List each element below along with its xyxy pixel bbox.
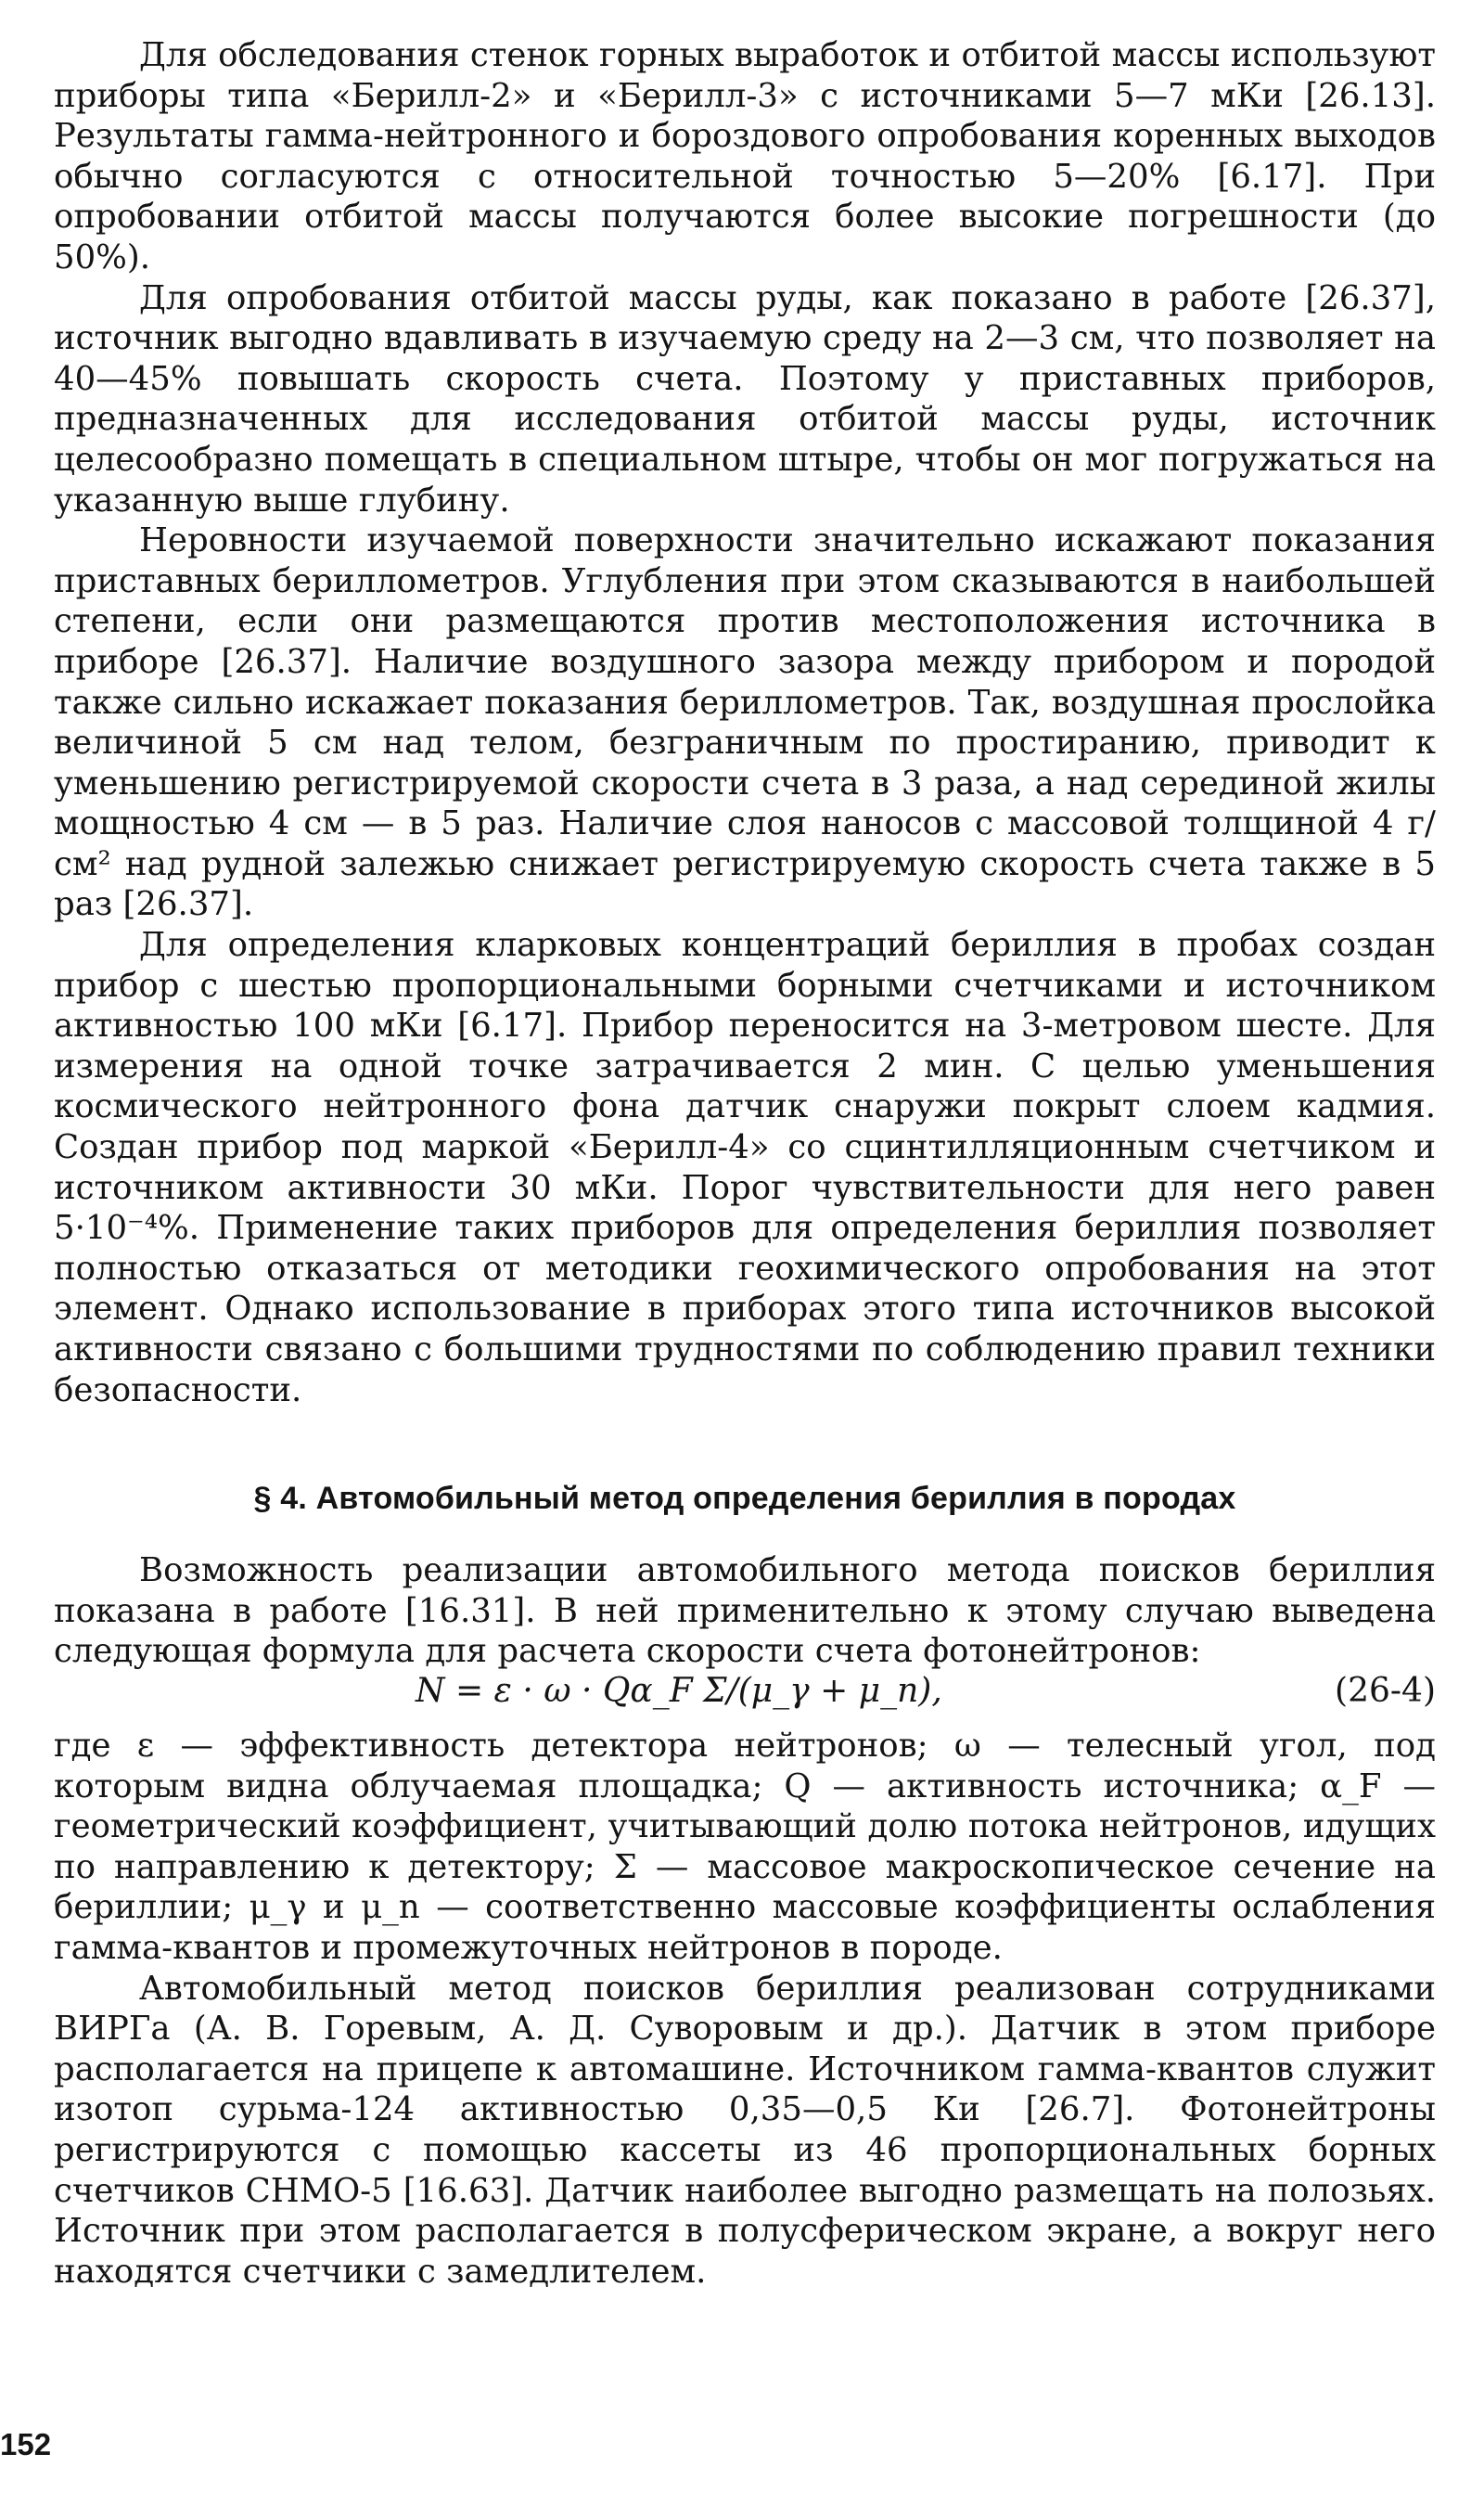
paragraph-beryl-instruments: Для обследования стенок горных выработок и отбитой массы используют приборы типа «Берилл-2» и «Берилл-3» с источниками 5—7 мКи [26.13]. Результаты гамма-нейтронного и бороздового опробования коренных выходов обычно согласуются с относительной точностью 5—20% [6.17]. При опробовании отбитой массы получаются более высокие погрешности (до 50%). <box>54 36 1436 276</box>
paragraph-formula-legend: где ε — эффективность детектора нейтронов; ω — телесный угол, под которым видна облучаемая площадка; Q — активность источника; α_F — геометрический коэффициент, учитывающий долю потока нейтронов, идущих по направлению к детектору; Σ — массовое макроскопическое сечение на бериллии; μ_γ и μ_n — соответственно массовые коэффициенты ослабления гамма-квантов и промежуточных нейтронов в породе. <box>54 1726 1436 1967</box>
page-number: 152 <box>0 2427 52 2461</box>
formula-row <box>54 1672 1436 1720</box>
equation-number: (26-4) <box>1335 1671 1436 1710</box>
formula-expression: N = ε · ω · Qα_F Σ/(μ_γ + μ_n), <box>416 1671 942 1710</box>
page-body <box>54 35 1436 2292</box>
paragraph-clarke-concentrations: Для определения кларковых концентраций бериллия в пробах создан прибор с шестью пропорциональными борными счетчиками и источником активностью 100 мКи [6.17]. Прибор переносится на 3-метровом шесте. Для измерения на одной точке затрачивается 2 мин. С целью уменьшения космического нейтронного фона датчик снаружи покрыт слоем кадмия. Создан прибор под маркой «Берилл-4» со сцинтилляционным счетчиком и источником активности 30 мКи. Порог чувствительности для него равен 5·10⁻⁴%. Применение таких приборов для определения бериллия позволяет полностью отказаться от методики геохимического опробования на этот элемент. Однако использование в приборах этого типа источников высокой активности связано с большими трудностями по соблюдению правил техники безопасности. <box>54 926 1436 1409</box>
paragraph-surface-irregularities: Неровности изучаемой поверхности значительно искажают показания приставных бериллометров. Углубления при этом сказываются в наибольшей степени, если они размещаются против местоположения источника в приборе [26.37]. Наличие воздушного зазора между прибором и породой также сильно искажает показания бериллометров. Так, воздушная прослойка величиной 5 см над телом, безграничным по простиранию, приводит к уменьшению регистрируемой скорости счета в 3 раза, а над серединой жилы мощностью 4 см — в 5 раз. Наличие слоя наносов с массовой толщиной 4 г/см² над рудной залежью снижает регистрируемую скорость счета также в 5 раз [26.37]. <box>54 521 1436 924</box>
paragraph-automobile-intro: Возможность реализации автомобильного метода поисков бериллия показана в работе [16.31]. В ней применительно к этому случаю выведена следующая формула для расчета скорости счета фотонейтронов: <box>54 1551 1436 1671</box>
paragraph-automobile-implementation: Автомобильный метод поисков бериллия реализован сотрудниками ВИРГа (А. В. Горевым, А. Д. Суворовым и др.). Датчик в этом приборе располагается на прицепе к автомашине. Источником гамма-квантов служит изотоп сурьма-124 активностью 0,35—0,5 Ки [26.7]. Фотонейтроны регистрируются с помощью кассеты из 46 пропорциональных борных счетчиков СНМО-5 [16.63]. Датчик наиболее выгодно размещать на полозьях. Источник при этом располагается в полусферическом экране, а вокруг него находятся счетчики с замедлителем. <box>54 1969 1436 2291</box>
paragraph-ore-sampling: Для опробования отбитой массы руды, как показано в работе [26.37], источник выгодно вдавливать в изучаемую среду на 2—3 см, что позволяет на 40—45% повышать скорость счета. Поэтому у приставных приборов, предназначенных для исследования отбитой массы руды, источник целесообразно помещать в специальном штыре, чтобы он мог погружаться на указанную выше глубину. <box>54 278 1436 520</box>
section-heading: § 4. Автомобильный метод определения бериллия в породах <box>253 1481 1236 1517</box>
